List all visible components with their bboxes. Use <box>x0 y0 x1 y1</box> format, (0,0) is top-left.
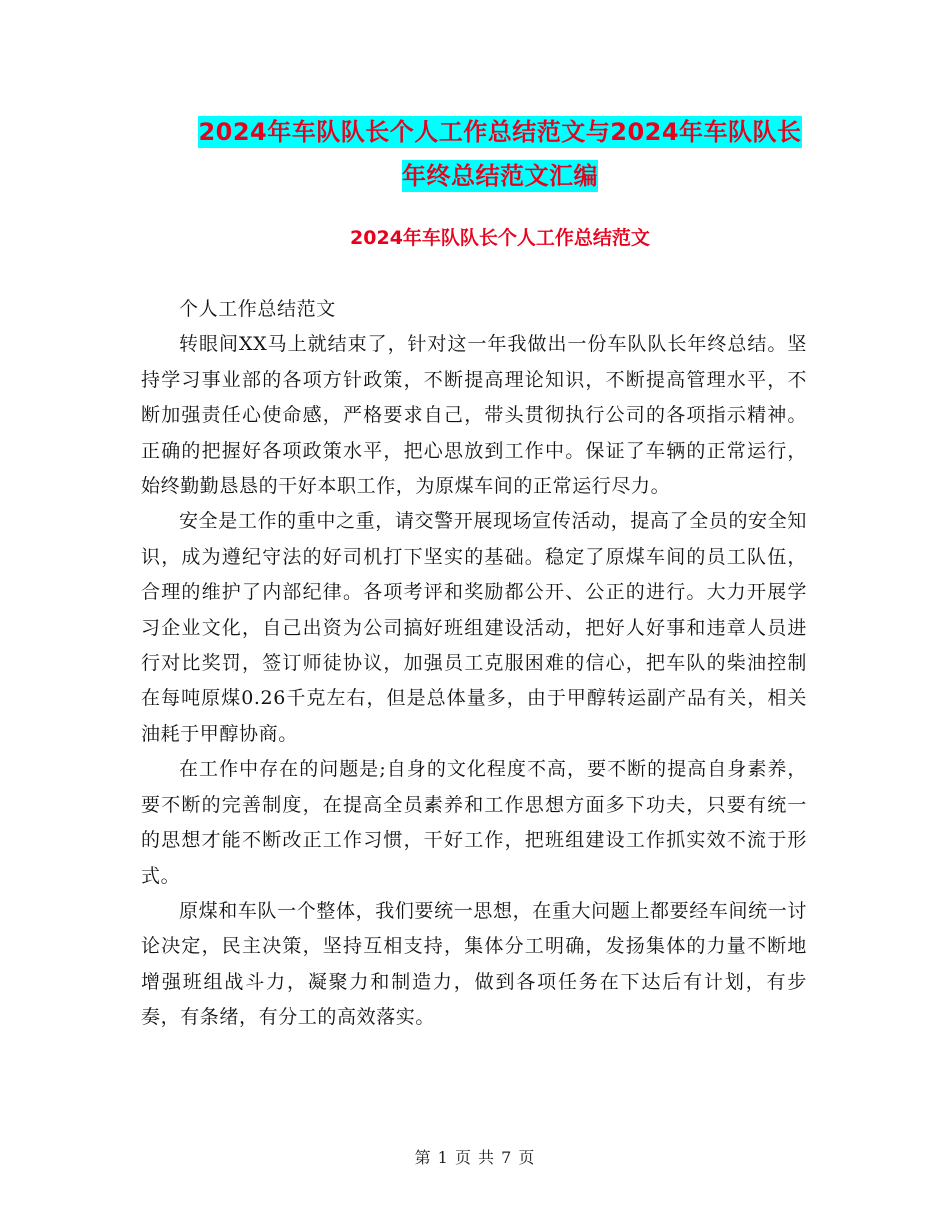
section-title: 2024年车队队长个人工作总结范文 <box>350 227 650 249</box>
document-body <box>141 292 807 1036</box>
document-title-line-1: 2024年车队队长个人工作总结范文与2024年车队队长 <box>198 118 802 146</box>
body-paragraph: 转眼间XX马上就结束了，针对这一年我做出一份车队队长年终总结。坚持学习事业部的各项方针政策，不断提高理论知识，不断提高管理水平，不断加强责任心使命感，严格要求自己，带头贯彻执行公司的各项指示精神。正确的把握好各项政策水平，把心思放到工作中。保证了车辆的正常运行，始终勤勤恳恳的干好本职工作，为原煤车间的正常运行尽力。 <box>141 333 807 498</box>
document-title-line-2: 年终总结范文汇编 <box>402 162 598 190</box>
body-paragraph-heading: 个人工作总结范文 <box>179 298 336 320</box>
body-paragraph: 安全是工作的重中之重，请交警开展现场宣传活动，提高了全员的安全知识，成为遵纪守法的好司机打下坚实的基础。稳定了原煤车间的员工队伍，合理的维护了内部纪律。各项考评和奖励都公开、公正的进行。大力开展学习企业文化，自己出资为公司搞好班组建设活动，把好人好事和违章人员进行对比奖罚，签订师徒协议，加强员工克服困难的信心，把车队的柴油控制在每吨原煤0.26千克左右，但是总体量多，由于甲醇转运副产品有关，相关油耗于甲醇协商。 <box>141 510 807 745</box>
document-title <box>140 110 860 198</box>
body-paragraph: 原煤和车队一个整体，我们要统一思想，在重大问题上都要经车间统一讨论决定，民主决策，坚持互相支持，集体分工明确，发扬集体的力量不断地增强班组战斗力，凝聚力和制造力，做到各项任务在下达后有计划，有步奏，有条绪，有分工的高效落实。 <box>141 899 807 1029</box>
body-paragraph: 在工作中存在的问题是;自身的文化程度不高，要不断的提高自身素养，要不断的完善制度，在提高全员素养和工作思想方面多下功夫，只要有统一的思想才能不断改正工作习惯，干好工作，把班组建设工作抓实效不流于形式。 <box>141 758 807 887</box>
page-number-footer: 第 1 页 共 7 页 <box>414 1148 536 1167</box>
